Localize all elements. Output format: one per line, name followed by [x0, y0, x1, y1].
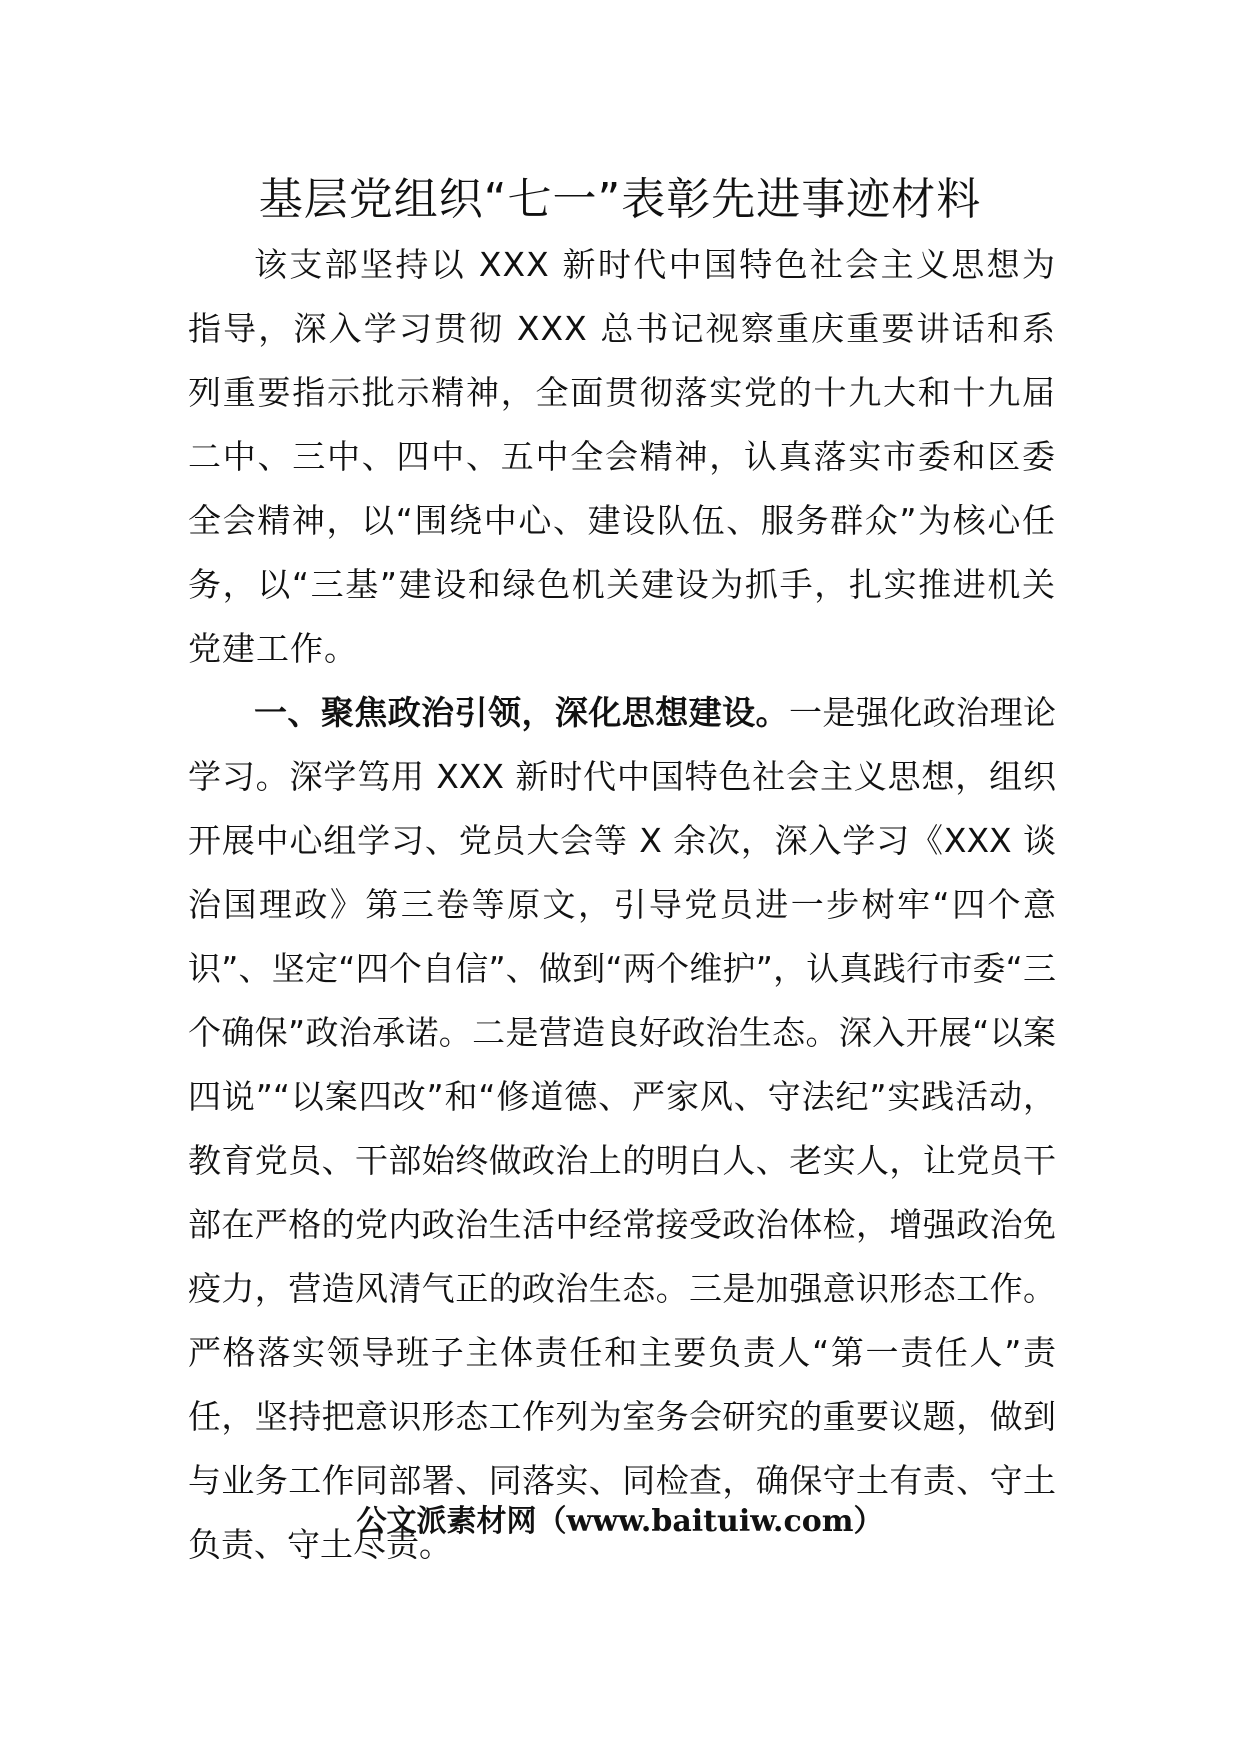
paragraph-section-1 — [188, 681, 1056, 1577]
page-title: 基层党组织“七一”表彰先进事迹材料 — [258, 174, 982, 225]
section-body: 一是强化政治理论学习。深学笃用 XXX 新时代中国特色社会主义思想，组织开展中心组学习、党员大会等 X 余次，深入学习《XXX 谈治国理政》第三卷等原文，引导党员进一步树牢“四个意识”、坚定“四个自信”、做到“两个维护”，认真践行市委“三个确保”政治承诺。二是营造良好政治生态。深入开展“以案四说”“以案四改”和“修道德、严家风、守法纪”实践活动，教育党员、干部始终做政治上的明白人、老实人，让党员干部在严格的党内政治生活中经常接受政治体检，增强政治免疫力，营造风清气正的政治生态。三是加强意识形态工作。严格落实领导班子主体责任和主要负责人“第一责任人”责任，坚持把意识形态工作列为室务会研究的重要议题，做到与业务工作同部署、同落实、同检查，确保守土有责、守土负责、守土尽责。 — [188, 693, 1057, 1564]
footer-watermark: 公文派素材网（www.baituiw.com） — [356, 1504, 884, 1539]
document-body — [188, 233, 1056, 1577]
paragraph-intro: 该支部坚持以 XXX 新时代中国特色社会主义思想为指导，深入学习贯彻 XXX 总书记视察重庆重要讲话和系列重要指示批示精神，全面贯彻落实党的十九大和十九届二中、三中、四中、五中全会精神，认真落实市委和区委全会精神，以“围绕中心、建设队伍、服务群众”为核心任务，以“三基”建设和绿色机关建设为抓手，扎实推进机关党建工作。 — [188, 245, 1056, 668]
section-heading: 一、聚焦政治引领，深化思想建设。 — [254, 693, 789, 732]
